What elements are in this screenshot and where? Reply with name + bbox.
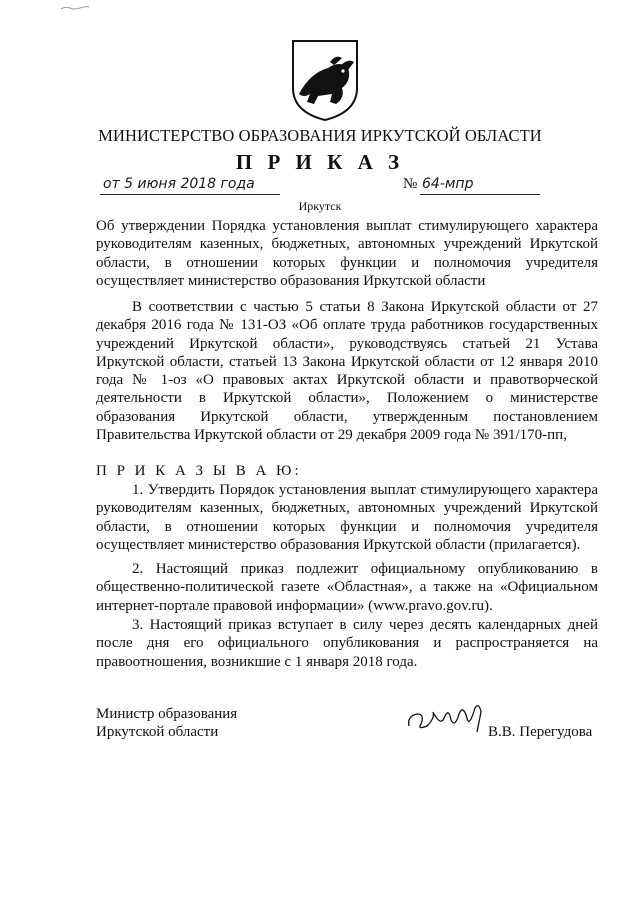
order-item-1: 1. Утвердить Порядок установления выплат стимулирующего характера руководителям казенных, бюджетных, автономных учреждений Иркутской области, в отношении которых функции и полномочия учредителя осуществляет министерство образования Иркутской области (прилагается). [96, 482, 598, 553]
ministry-name: МИНИСТЕРСТВО ОБРАЗОВАНИЯ ИРКУТСКОЙ ОБЛАСТИ [98, 126, 542, 145]
handwritten-signature [405, 698, 485, 738]
order-number-label: № [403, 176, 418, 192]
date-underline [100, 193, 280, 196]
order-item-3: 3. Настоящий приказ вступает в силу через десять календарных дней после дня его официального опубликования и распространяется на правоотношения, возникшие с 1 января 2018 года. [96, 617, 598, 670]
order-date-handwritten: от 5 июня 2018 года [103, 176, 255, 192]
order-item-2: 2. Настоящий приказ подлежит официальному опубликованию в общественно-политической газете «Областная», а также на «Официальном интернет-портале правовой информации» (www.pravo.gov.ru). [96, 561, 598, 614]
corner-scribble [60, 4, 90, 12]
signatory-name: В.В. Перегудова [488, 724, 593, 740]
irkutsk-coat-of-arms-icon [290, 38, 360, 122]
number-underline [420, 193, 540, 196]
orders-heading: П Р И К А З Ы В А Ю: [96, 463, 302, 479]
preamble-paragraph: В соответствии с частью 5 статьи 8 Закона Иркутской области от 27 декабря 2016 года № 131-ОЗ «Об оплате труда работников государственных учреждений Иркутской области», руководствуясь статьей 21 Устава Иркутской области, статьей 13 Закона Иркутской области от 12 января 2010 года № 1-оз «О правовых актах Иркутской области и правотворческой деятельности в Иркутской области», Положением о министерстве образования Иркутской области, утвержденным постановлением Правительства Иркутской области от 29 декабря 2009 года № 391/170-пп, [96, 299, 598, 444]
order-subject: Об утверждении Порядка установления выплат стимулирующего характера руководителям казенных, бюджетных, автономных учреждений Иркутской области, в отношении которых функции и полномочия учредителя осуществляет министерство образования Иркутской области [96, 218, 598, 289]
signatory-title-line-1: Министр образования [96, 706, 238, 722]
signatory-title [96, 705, 237, 742]
document-type-title: П Р И К А З [235, 150, 405, 174]
signatory-title-line-2: Иркутской области [96, 724, 219, 741]
order-number-handwritten: 64-мпр [422, 176, 474, 192]
city-name: Иркутск [298, 199, 342, 213]
